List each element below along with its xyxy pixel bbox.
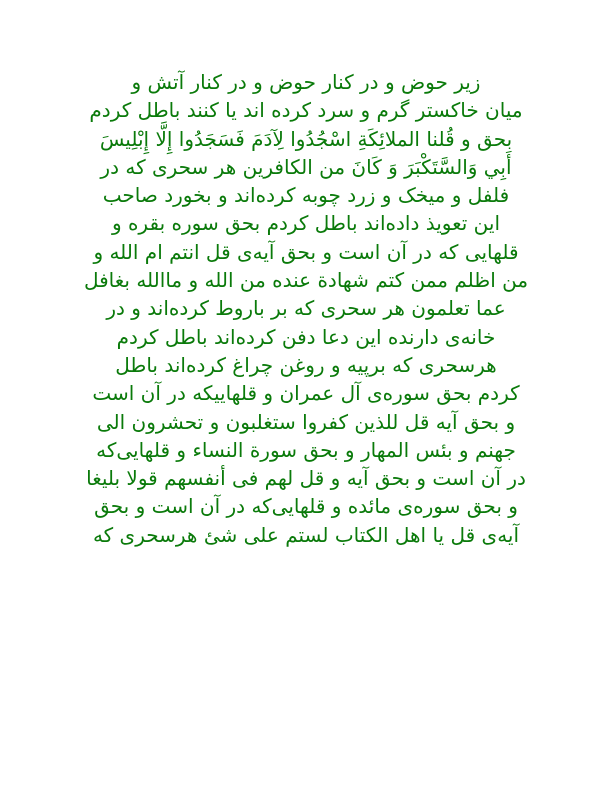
text-line: هرسحری که برپیه و روغن چراغ کرده‌اند باطل — [115, 352, 497, 377]
text-line: زیر حوض و در کنار حوض و در کنار آتش و — [131, 70, 481, 94]
text-line: آیه‌ی قل یا اهل الکتاب لستم علی شئ هرسحری که — [92, 522, 520, 547]
text-line: من اظلم ممن کتم شهادة عنده من الله و ماالله بغافل — [83, 268, 529, 293]
text-line: بحق و قُلنا الملائِکَةِ اسْجُدُوا لِآدَمَ فَسَجَدُوا إِلَّا إِبْلِیسَ — [99, 126, 513, 151]
text-line: فلفل و میخک و زرد چوبه کرده‌اند و بخورد صاحب — [102, 183, 510, 208]
text-line: عما تعلمون هر سحری که بر باروط کرده‌اند و در — [106, 296, 506, 321]
text-line: جهنم و بئس المهار و بحق سورة النساء و قلهایی‌که — [96, 437, 516, 462]
text-line: و بحق سوره‌ی مائده و قلهایی‌که در آن است و بحق — [94, 494, 518, 519]
text-line: خانه‌ی دارنده این دعا دفن کرده‌اند باطل کردم — [116, 324, 496, 349]
text-line: میان خاکستر گرم و سرد کرده اند یا کنند باطل کردم — [89, 98, 523, 123]
text-line: قلهایی که در آن است و بحق آیه‌ی قل انتم ام الله و — [93, 239, 519, 264]
body-text — [60, 68, 552, 549]
text-line: و بحق آیه قل للذین کفروا ستغلبون و تحشرون الی — [96, 409, 516, 434]
text-line: در آن است و بحق آیه و قل لهم فی أنفسهم قولا بلیغا — [86, 466, 526, 491]
text-line: أَبِي وَالسَّتَکْبَرَ وَ کَانَ من الکافرین هر سحری که در — [100, 154, 512, 179]
text-line: این تعویذ داده‌اند باطل کردم بحق سوره بقره و — [111, 211, 501, 236]
text-line: کردم بحق سوره‌ی آل عمران و قلهاییکه در آن است — [92, 381, 520, 406]
